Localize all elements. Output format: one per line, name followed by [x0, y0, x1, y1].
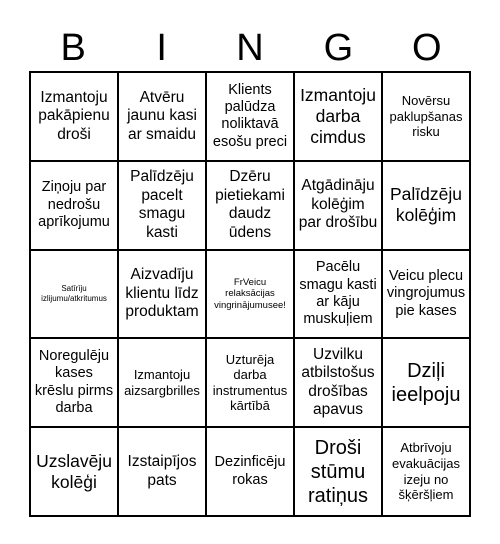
- bingo-cell[interactable]: Izmantoju aizsargbrilles: [118, 338, 206, 427]
- bingo-cell[interactable]: Uzturēja darba instrumentus kārtībā: [206, 338, 294, 427]
- bingo-cell[interactable]: Satīrīju izlijumu/atkritumus: [30, 250, 118, 339]
- bingo-cell[interactable]: Atvēru jaunu kasi ar smaidu: [118, 72, 206, 161]
- bingo-cell[interactable]: Uzvilku atbilstošus drošības apavus: [294, 338, 382, 427]
- bingo-cell[interactable]: Izmantoju darba cimdus: [294, 72, 382, 161]
- bingo-cell[interactable]: Dzēru pietiekami daudz ūdens: [206, 161, 294, 250]
- bingo-card-grid: [29, 71, 471, 517]
- header-letter-o: O: [412, 26, 442, 69]
- header-letter-i: I: [156, 26, 167, 69]
- bingo-header: [29, 24, 471, 72]
- bingo-cell[interactable]: Novērsu paklupšanas risku: [382, 72, 470, 161]
- bingo-cell[interactable]: Atbrīvoju evakuācijas izeju no šķēršļiem: [382, 427, 470, 516]
- bingo-cell[interactable]: Izstaipījos pats: [118, 427, 206, 516]
- bingo-cell[interactable]: Dziļi ieelpoju: [382, 338, 470, 427]
- bingo-cell[interactable]: Pacēlu smagu kasti ar kāju muskuļiem: [294, 250, 382, 339]
- bingo-cell[interactable]: Droši stūmu ratiņus: [294, 427, 382, 516]
- bingo-cell[interactable]: Dezinficēju rokas: [206, 427, 294, 516]
- bingo-cell[interactable]: Veicu plecu vingrojumus pie kases: [382, 250, 470, 339]
- header-letter-g: G: [323, 26, 354, 69]
- header-letter-n: N: [236, 26, 264, 69]
- bingo-cell[interactable]: Ziņoju par nedrošu aprīkojumu: [30, 161, 118, 250]
- bingo-cell[interactable]: Uzslavēju kolēģi: [30, 427, 118, 516]
- bingo-cell[interactable]: Aizvadīju klientu līdz produktam: [118, 250, 206, 339]
- bingo-cell[interactable]: Klients palūdza noliktavā esošu preci: [206, 72, 294, 161]
- bingo-cell[interactable]: Palīdzēju pacelt smagu kasti: [118, 161, 206, 250]
- bingo-cell[interactable]: Atgādināju kolēģim par drošību: [294, 161, 382, 250]
- header-letter-b: B: [60, 26, 86, 69]
- bingo-cell-free[interactable]: FrVeicu relaksācijas vingrinājumusee!: [206, 250, 294, 339]
- bingo-cell[interactable]: Izmantoju pakāpienu droši: [30, 72, 118, 161]
- bingo-cell[interactable]: Palīdzēju kolēģim: [382, 161, 470, 250]
- bingo-cell[interactable]: Noregulēju kases krēslu pirms darba: [30, 338, 118, 427]
